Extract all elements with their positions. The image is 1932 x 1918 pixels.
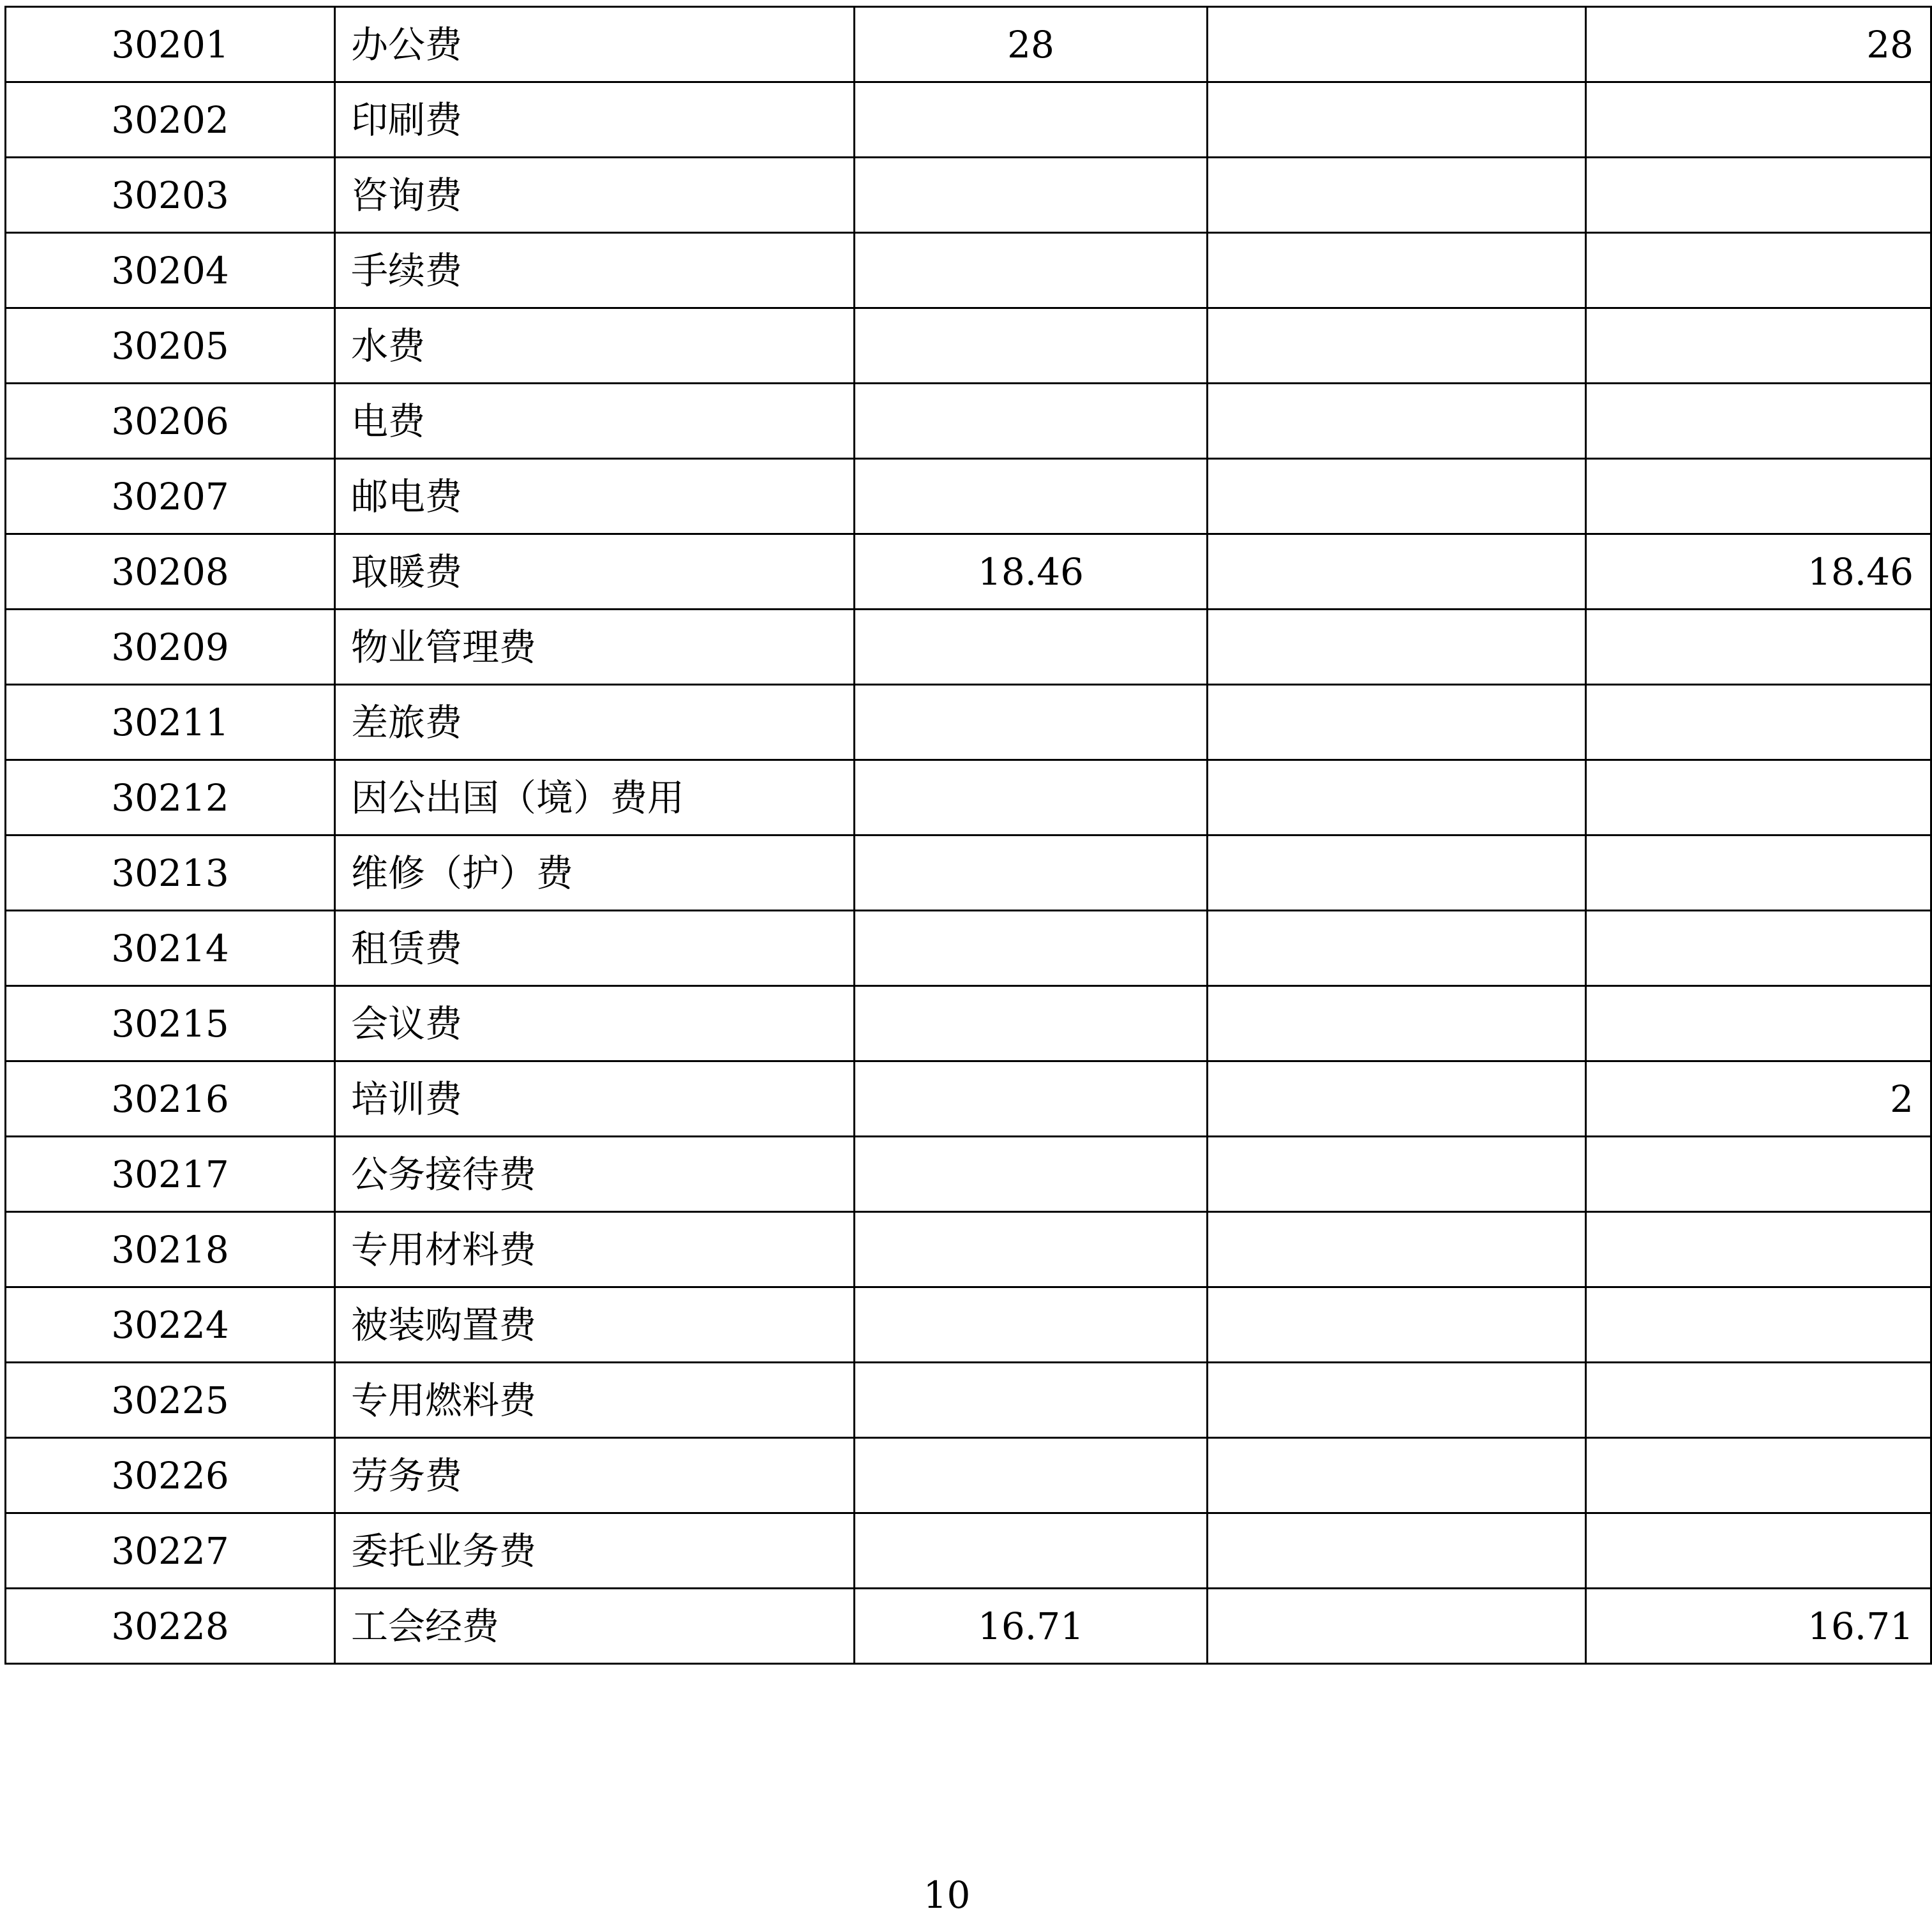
cell-amount-1: 16.71 (855, 1589, 1208, 1664)
cell-name: 专用材料费 (335, 1212, 855, 1287)
cell-code: 30201 (6, 7, 335, 82)
cell-amount-3 (1586, 986, 1931, 1061)
cell-amount-2 (1208, 459, 1586, 534)
cell-amount-1 (855, 610, 1208, 685)
cell-amount-1 (855, 1061, 1208, 1137)
cell-name: 差旅费 (335, 685, 855, 760)
cell-amount-3 (1586, 610, 1931, 685)
cell-code: 30209 (6, 610, 335, 685)
table-row (6, 308, 1931, 384)
cell-code: 30215 (6, 986, 335, 1061)
cell-name: 租赁费 (335, 911, 855, 986)
cell-amount-1 (855, 308, 1208, 384)
cell-amount-3 (1586, 1513, 1931, 1589)
cell-code: 30204 (6, 233, 335, 308)
cell-amount-2 (1208, 1137, 1586, 1212)
cell-code: 30206 (6, 384, 335, 459)
cell-amount-1 (855, 760, 1208, 835)
table-row (6, 1363, 1931, 1438)
cell-amount-3 (1586, 384, 1931, 459)
cell-amount-1 (855, 1212, 1208, 1287)
cell-code: 30225 (6, 1363, 335, 1438)
cell-amount-3 (1586, 1363, 1931, 1438)
cell-name: 印刷费 (335, 82, 855, 158)
cell-code: 30207 (6, 459, 335, 534)
cell-amount-2 (1208, 1287, 1586, 1363)
table-row (6, 233, 1931, 308)
cell-amount-2 (1208, 233, 1586, 308)
table-row (6, 911, 1931, 986)
cell-amount-3: 16.71 (1586, 1589, 1931, 1664)
table-row (6, 7, 1931, 82)
cell-amount-2 (1208, 1513, 1586, 1589)
cell-name: 会议费 (335, 986, 855, 1061)
cell-amount-2 (1208, 610, 1586, 685)
cell-amount-1 (855, 1287, 1208, 1363)
table-row (6, 760, 1931, 835)
cell-amount-3 (1586, 835, 1931, 911)
table-row (6, 82, 1931, 158)
cell-code: 30218 (6, 1212, 335, 1287)
cell-amount-2 (1208, 986, 1586, 1061)
page-number: 10 (923, 1873, 971, 1917)
cell-amount-2 (1208, 1438, 1586, 1513)
table-row (6, 1513, 1931, 1589)
cell-amount-2 (1208, 1589, 1586, 1664)
cell-amount-3 (1586, 685, 1931, 760)
cell-amount-2 (1208, 911, 1586, 986)
cell-amount-3: 18.46 (1586, 534, 1931, 610)
table-row (6, 1589, 1931, 1664)
cell-amount-3 (1586, 233, 1931, 308)
table-row (6, 459, 1931, 534)
cell-code: 30228 (6, 1589, 335, 1664)
cell-amount-1 (855, 459, 1208, 534)
cell-code: 30224 (6, 1287, 335, 1363)
cell-amount-1 (855, 685, 1208, 760)
cell-code: 30214 (6, 911, 335, 986)
cell-amount-3 (1586, 459, 1931, 534)
cell-amount-2 (1208, 1061, 1586, 1137)
cell-amount-3: 2 (1586, 1061, 1931, 1137)
cell-amount-1 (855, 82, 1208, 158)
cell-code: 30216 (6, 1061, 335, 1137)
cell-amount-1 (855, 1363, 1208, 1438)
cell-code: 30203 (6, 158, 335, 233)
cell-code: 30212 (6, 760, 335, 835)
cell-name: 被装购置费 (335, 1287, 855, 1363)
budget-table (4, 6, 1932, 1665)
cell-name: 委托业务费 (335, 1513, 855, 1589)
cell-amount-1 (855, 233, 1208, 308)
cell-amount-2 (1208, 685, 1586, 760)
cell-amount-1: 28 (855, 7, 1208, 82)
cell-amount-3 (1586, 1212, 1931, 1287)
table-row (6, 1061, 1931, 1137)
table-row (6, 986, 1931, 1061)
cell-amount-2 (1208, 1212, 1586, 1287)
cell-amount-2 (1208, 534, 1586, 610)
cell-amount-2 (1208, 384, 1586, 459)
cell-code: 30217 (6, 1137, 335, 1212)
cell-amount-2 (1208, 7, 1586, 82)
cell-name: 劳务费 (335, 1438, 855, 1513)
table-row (6, 384, 1931, 459)
cell-amount-2 (1208, 835, 1586, 911)
cell-amount-3 (1586, 760, 1931, 835)
cell-amount-3 (1586, 911, 1931, 986)
table-row (6, 158, 1931, 233)
cell-name: 维修（护）费 (335, 835, 855, 911)
cell-amount-1 (855, 384, 1208, 459)
cell-amount-1 (855, 158, 1208, 233)
cell-amount-2 (1208, 760, 1586, 835)
cell-amount-2 (1208, 158, 1586, 233)
cell-amount-2 (1208, 1363, 1586, 1438)
cell-amount-3 (1586, 308, 1931, 384)
cell-amount-1 (855, 1137, 1208, 1212)
table-row (6, 610, 1931, 685)
cell-amount-3 (1586, 1287, 1931, 1363)
cell-name: 物业管理费 (335, 610, 855, 685)
table-row (6, 685, 1931, 760)
cell-code: 30208 (6, 534, 335, 610)
cell-name: 咨询费 (335, 158, 855, 233)
cell-amount-1 (855, 835, 1208, 911)
cell-amount-1 (855, 911, 1208, 986)
cell-amount-1 (855, 1513, 1208, 1589)
cell-name: 邮电费 (335, 459, 855, 534)
cell-name: 电费 (335, 384, 855, 459)
cell-name: 培训费 (335, 1061, 855, 1137)
table-body (6, 7, 1931, 1664)
cell-amount-3 (1586, 158, 1931, 233)
cell-code: 30211 (6, 685, 335, 760)
cell-code: 30226 (6, 1438, 335, 1513)
table-row (6, 835, 1931, 911)
cell-amount-3 (1586, 1438, 1931, 1513)
cell-amount-2 (1208, 82, 1586, 158)
cell-amount-3 (1586, 82, 1931, 158)
cell-amount-1: 18.46 (855, 534, 1208, 610)
cell-name: 专用燃料费 (335, 1363, 855, 1438)
cell-name: 工会经费 (335, 1589, 855, 1664)
table-row (6, 534, 1931, 610)
cell-code: 30202 (6, 82, 335, 158)
cell-amount-3: 28 (1586, 7, 1931, 82)
cell-name: 办公费 (335, 7, 855, 82)
cell-amount-1 (855, 986, 1208, 1061)
cell-amount-3 (1586, 1137, 1931, 1212)
table-row (6, 1137, 1931, 1212)
cell-name: 手续费 (335, 233, 855, 308)
cell-code: 30227 (6, 1513, 335, 1589)
table-row (6, 1438, 1931, 1513)
cell-amount-1 (855, 1438, 1208, 1513)
cell-code: 30205 (6, 308, 335, 384)
cell-name: 取暖费 (335, 534, 855, 610)
cell-amount-2 (1208, 308, 1586, 384)
cell-name: 公务接待费 (335, 1137, 855, 1212)
cell-name: 水费 (335, 308, 855, 384)
table-row (6, 1287, 1931, 1363)
cell-name: 因公出国（境）费用 (335, 760, 855, 835)
cell-code: 30213 (6, 835, 335, 911)
table-row (6, 1212, 1931, 1287)
